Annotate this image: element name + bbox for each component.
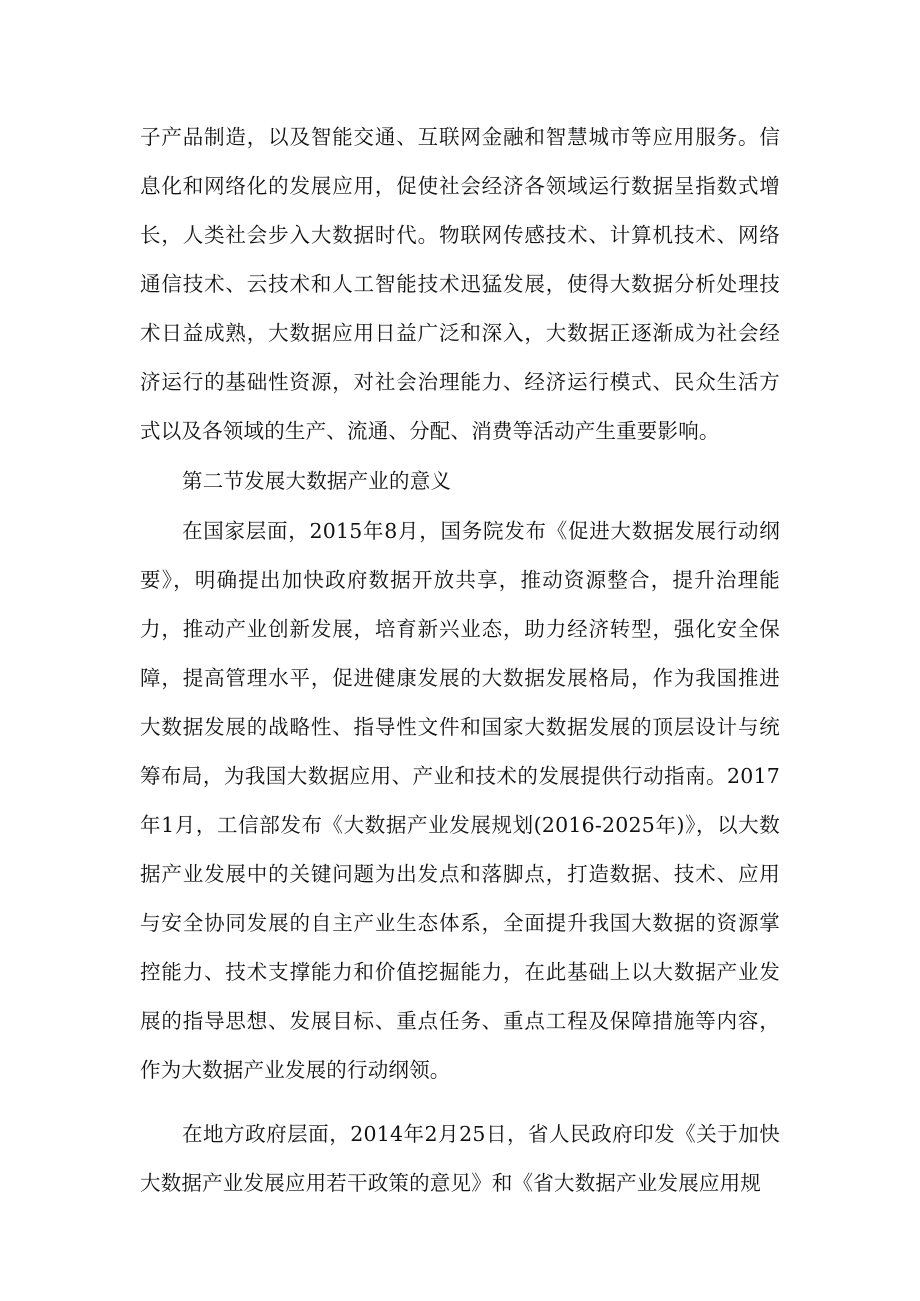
paragraph-national-level: 在国家层面，2015年8月，国务院发布《促进大数据发展行动纲要》，明确提出加快政府数据开放共享，推动资源整合，提升治理能力，推动产业创新发展，培育新兴业态，助力经济转型，强化安全保障，提高管理水平，促进健康发展的大数据发展格局，作为我国推进大数据发展的战略性、指导性文件和国家大数据发展的顶层设计与统筹布局，为我国大数据应用、产业和技术的发展提供行动指南。2017年1月，工信部发布《大数据产业发展规划(2016-2025年)》，以大数据产业发展中的关键问题为出发点和落脚点，打造数据、技术、应用与安全协同发展的自主产业生态体系，全面提升我国大数据的资源掌控能力、技术支撑能力和价值挖掘能力，在此基础上以大数据产业发展的指导思想、发展目标、重点任务、重点工程及保障措施等内容，作为大数据产业发展的行动纲领。 — [140, 519, 780, 1082]
paragraph-continuation: 子产品制造，以及智能交通、互联网金融和智慧城市等应用服务。信息化和网络化的发展应用，促使社会经济各领域运行数据呈指数式增长，人类社会步入大数据时代。物联网传感技术、计算机技术、网络通信技术、云技术和人工智能技术迅猛发展，使得大数据分析处理技术日益成熟，大数据应用日益广泛和深入，大数据正逐渐成为社会经济运行的基础性资源，对社会治理能力、经济运行模式、民众生活方式以及各领域的生产、流通、分配、消费等活动产生重要影响。 — [140, 125, 780, 443]
document-page — [140, 113, 780, 1208]
paragraph-local-government-level: 在地方政府层面，2014年2月25日，省人民政府印发《关于加快大数据产业发展应用若干政策的意见》和《省大数据产业发展应用规 — [140, 1122, 780, 1195]
section-heading: 第二节发展大数据产业的意义 — [182, 469, 452, 493]
